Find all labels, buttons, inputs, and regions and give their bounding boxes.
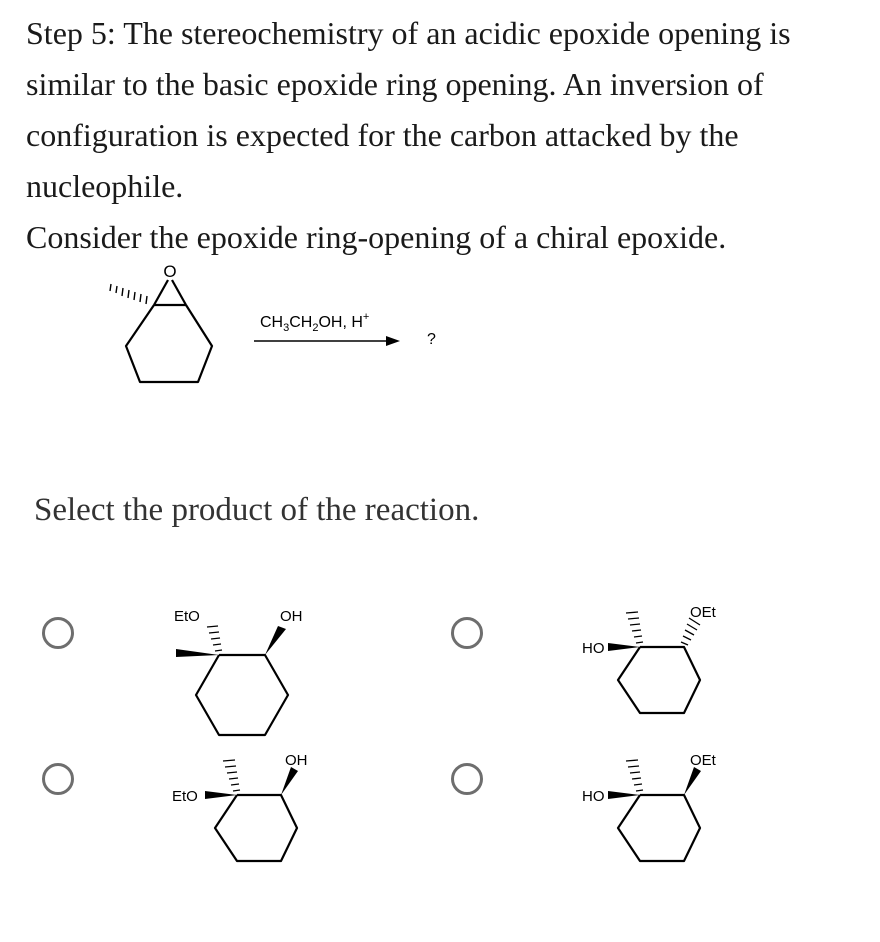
option-3-structure <box>172 752 308 861</box>
option-4-ho-label: HO <box>582 788 605 805</box>
option-1-eto-label: EtO <box>174 608 200 625</box>
option-3-oh-label: OH <box>285 752 308 769</box>
option-2-ho-label: HO <box>582 640 605 657</box>
option-2-oet-label: OEt <box>690 604 716 621</box>
option-2-wedge-ho <box>608 643 640 651</box>
option-2-hash-oet <box>681 618 700 645</box>
option-3-hash-methyl <box>223 760 240 791</box>
option-1-structure <box>174 608 303 735</box>
option-4-wedge-oet <box>684 767 701 795</box>
select-prompt: Select the product of the reaction. <box>34 492 480 528</box>
option-1-wedge-methyl <box>176 649 219 657</box>
option-3-eto-label: EtO <box>172 788 198 805</box>
epoxide-oxygen-label: O <box>163 262 177 281</box>
option-4-hash-methyl <box>626 760 643 791</box>
reagent-label: $CH_3CH_2OH$, H+ <box>260 311 370 334</box>
option-2-hash-methyl <box>626 612 643 643</box>
step-text: Step 5: The stereochemistry of an acidic epoxide opening is similar to the basic epoxide ring opening. An inversion of configuration is expected for the carbon attacked by the nucleophile. <box>26 15 791 204</box>
option-2-structure <box>582 604 717 713</box>
option-3-wedge-eto <box>205 791 237 799</box>
option-4-structure <box>582 752 717 861</box>
consider-text: Consider the epoxide ring-opening of a chiral epoxide. <box>26 219 727 255</box>
option-1-hash-eto <box>207 626 222 651</box>
option-4-oet-label: OEt <box>690 752 716 769</box>
option-4-wedge-ho <box>608 791 640 799</box>
option-1-oh-label: OH <box>280 608 303 625</box>
option-1-wedge-oh <box>265 626 286 655</box>
option-3-wedge-oh <box>281 767 298 795</box>
product-unknown: ? <box>427 331 436 348</box>
